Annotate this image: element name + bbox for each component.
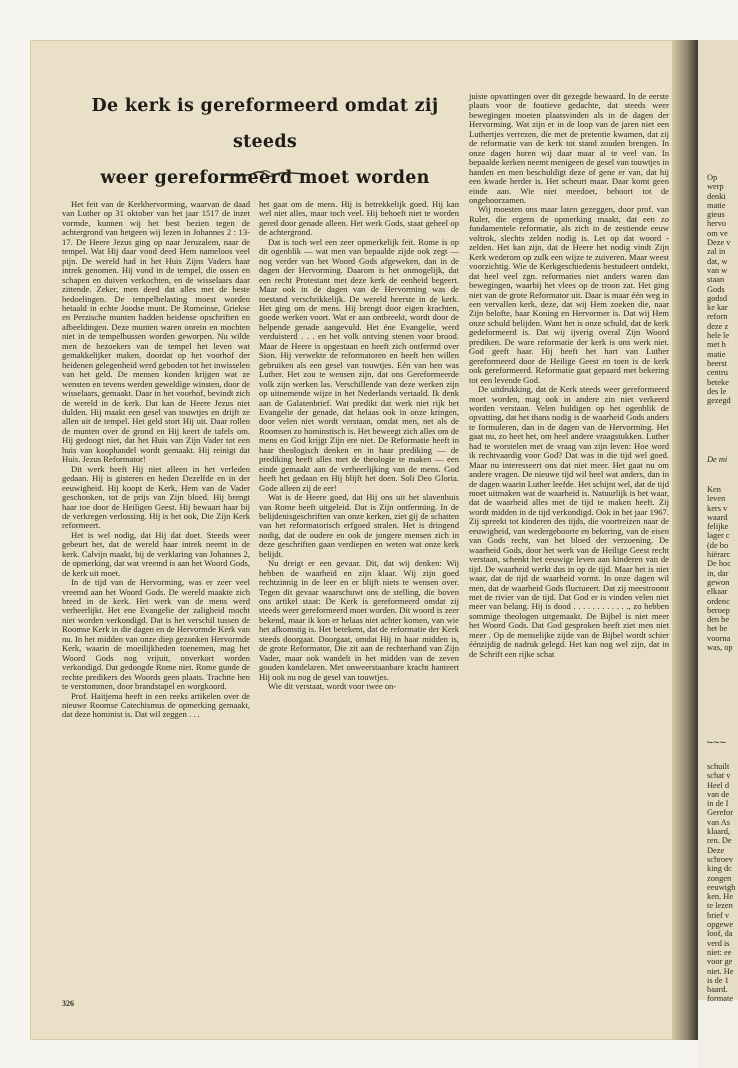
paragraph: Wij moesten ons maar laten gezeggen, door prof. van Ruler, die ergens de opmerking maakt, dat een zo fundamentele reformatie, als zich in de zestiende eeuw voltrok, slechts zelden nodig is. Let op dat woord - zelden. Het kan zijn, dat de Heere het nodig vindt Zijn Kerk wederom op zulk een wijze te zuiveren. Maar weest voorzichtig. Wie de Kerkgeschiedenis bestudeert ontdekt, dat heel veel zgn. reformaties niet anders waren dan bewegingen, waarbij het vlees op de troon zat. Het ging niet van de grote Reformator uit. Daar is maar één weg in een vervallen kerk, deze, dat wij Hem zoeken die, naar Zijn belofte, haar Koning en Hervormer is. Dat wij Hem onze schuld belijden. Want het is onze schuld, dat de kerk gedeformeerd is. Dat wij ijverig overal Zijn Woord prediken. De ware reformatie der kerk is ons werk niet. God geeft haar. Hij heeft het hart van Luther gereformeerd door de Heilige Geest en toen is de kerk ook gereformeerd. Reformatie gaat gepaard met bekering tot een levende God. — [469, 204, 669, 385]
text-column-1 — [62, 200, 250, 720]
paragraph: In de tijd van de Hervorming, was er zeer veel vreemd aan het Woord Gods. De wereld maakte zich breed in de kerk. Het werk van de mens werd verheerlijkt. Het ene Evangelie der zaligheid mocht niet worden verkondigd. Dat is het verschil tussen de Roomse Kerk in die dagen en de Hervormde Kerk van nu. In het midden van onze diep gezonken Hervormde Kerk, waarin de moeilijkheden toenemen, mag het Woord Gods nog vrijuit, onverkort worden verkondigd. Dat gedoogde Rome niet. Rome gunde de rechte predikers des Woords geen plaats. Trachtte hen te verstommen, door brandstapel en worgkoord. — [62, 577, 250, 692]
paragraph: Dat is toch wel een zeer opmerkelijk feit. Rome is op dit ogenblik — wat men van bepaalde zijde ook zegt — nog verder van het Woord Gods afgeweken, dan in de dagen der Hervorming. Daarom is het onmogelijk, dat een recht Protestant met deze kerk de eenheid begeert. Maar ook in de dagen van de Hervorming was de toestand verschrikkelijk. De wereld heerste in de kerk. Het ging om de mens. Hij brengt door eigen krachten, goede werken voort. Wat er aan ontbreekt, wordt door de helpende genade aangevuld. Het éne Evangelie, werd verduisterd . . . en het volk ontving stenen voor brood. Maar de Heere is opgestaan en heeft zich ontfermd over Sion. Hij verwekte de reformatoren en heeft hen willen gebruiken als een gesel van touwtjes. Eén van hen was Luther. Het zou te wensen zijn, dat ons Gereformeerde volk zijn werken las. Verschillende van deze werken zijn op uitnemende wijze in het Nederlands vertaald. Ik denk aan de Galatenbrief. Wat predikt dat werk niet rijk het Evangelie der genade, dat helaas ook in onze kringen, door velen niet wordt verstaan, omdat men, net als de Roomsen zo hominstisch is. Het beweegt zich alles om de mens en God krijgt Zijn ere niet. De Reformatie heeft in haar theologisch denken en in haar prediking — de prediking heeft alles met de theologie te maken — een einde gemaakt aan de verheerlijking van de mens. God heeft het gedaan en Hij blijft het doen. Soli Deo Gloria. Gode alleen zij de eer! — [259, 236, 459, 493]
page-gutter — [672, 40, 698, 1040]
paragraph: juiste opvattingen over dit gezegde bewaard. In de eerste plaats voor de foutieve gedachte, dat steeds weer bewegingen moeten plaatsvinden als in de dagen der Hervorming. Wat zijn er in de loop van de jaren niet een Luthertjes verrezen, die met de pretentie kwamen, dat zij de reformatie van de kerk tot stand zouden brengen. In onze dagen horen wij daar maar al te veel van. In bepaalde kerken neemt menigeen de gesel van touwtjes in handen en men beschuldigt deze of gene er van, dat hij een kwade herder is. Het scheurt maar. Daar komt geen einde aan. Wie niet meedoet, behoort tot de ongehoorzamen. — [469, 91, 669, 205]
paragraph: Het feit van de Kerkhervorming, waarvan de daad van Luther op 31 oktober van het jaar 1517 de inzet vormde, kunnen wij het best bezien tegen de achtergrond van hetgeen wij lezen in Johannes 2 : 13-17. De Heere Jezus ging op naar Jeruzalem, naar de tempel. Wat Hij daar vond deed Hem nameloos veel pijn. De wereld had in het Huis Zijns Vaders haar intrek genomen. Hij vond in de tempel, die ossen en schapen en duiven verkochten, en de wisselaars daar zittende. Zeker, men deed dat alles met de beste bedoelingen. De tempelbelasting moest worden betaald in echte Joodse munt. De Romeinse, Griekse en Perzische munten hadden heidense opschriften en afbeeldingen. Deze munten waren onrein en mochten niet in de tempelbussen worden geworpen. Nu wilde men de bezoekers van de tempel het leven wat gemakkelijker maken, doordat op het voorhof der heidenen gelegenheid werd geboden tot het inwisselen van het geld. De mensen konden krijgen wat ze wensten en tevens werden geweldige winsten, door de wisselaars, gemaakt. Daar in het voorhof, bevindt zich de wereld in de kerk. Dat kan de Heere Jezus niet dulden. Hij maakt een gesel van touwtjes en drijft ze allen uit de tempel. Het geld stort Hij uit. Daar rollen de munten over de grond en Hij keert de tafels om. Hij gedoogt niet, dat het Huis van Zijn Vader tot een huis van koophandel wordt gemaakt. Hij reinigt dat Huis. Jezus Reformator! — [62, 199, 250, 465]
paragraph: het gaat om de mens. Hij is betrekkelijk goed. Hij kan wel niet alles, maar toch veel. Hij behoeft niet te worden gered door genade alleen. Het werk Gods, staat geheel op de achtergrond. — [259, 199, 459, 238]
text-column-2 — [259, 200, 459, 692]
page-number: 326 — [62, 999, 74, 1008]
next-page-text-fragment: Ken leven kers v waard felijke lager c (de bo hiërarc De hoc in, dar gewon elkaar ordenc beroep den be het be voorna was, op — [707, 485, 733, 653]
paragraph: Prof. Haitjema heeft in een reeks artikelen over de nieuwe Roomse Catechismus de opmerking gemaakt, dat deze hominist is. Dat wil zeggen . . . — [62, 690, 250, 720]
scan-background — [698, 1000, 738, 1068]
paragraph: Nu dreigt er een gevaar. Dit, dat wij denken: Wij hebben de waarheid en zijn klaar. Wij zijn goed rechtzinnig in de leer en er blijft niets te wensen over. Tegen dit gevaar waarschuwt ons de stelling, die boven ons artikel staat: De Kerk is gereformeerd omdat zij steeds weer gereformeerd moet worden. Dit woord is zeer bekend, maar ik kon er helaas niet achter komen, van wie het afkomstig is. Het betekent, dat de reformatie der Kerk steeds doorgaat. Doorgaat, omdat Hij in haar midden is, de grote Reformator, Die zit aan de rechterhand van Zijn Vader, maar ook wandelt in het midden van de zeven gouden kandelaren. Met onweerstaanbare kracht hanteert Hij ook nu nog de gesel van touwtjes. — [259, 558, 459, 682]
paragraph: De uitdrukking, dat de Kerk steeds weer gereformeerd moet worden, mag ook in andere zin niet verkeerd worden verstaan. Velen huldigen op het ogenblik de opvatting, dat het thans nodig is de waarheid Gods anders te formuleren, dan in de dagen van de Hervorming. Het gaat nu, zo heet het, om heel andere vraagstukken. Luther had te worstelen met de vraag van zijn leven: Hoe word ik rechtvaardig voor God? Dat was in die tijd wel goed. Maar nu interesseert ons dat niet meer. Het gaat nu om andere vragen. De nieuwe tijd wil heel wat anders, dan in de dagen waarin Luther leefde. Het schijnt wel, dat de tijd moet uitmaken wat de waarheid is. Natuurlijk is het waar, dat de waarheid alles met de tijd te maken heeft. Zij wordt midden in de tijd verkondigd. Ook in het jaar 1967. Zij spreekt tot kinderen des tijds, die voortreizen naar de eeuwigheid, van wedergeboorte en bekering, van de eisen van Gods recht, van het bloed der verzoening. De waarheid Gods, door het werk van de Heilige Geest recht verstaan, schenkt het eeuwige leven aan kinderen van de tijd. De waarheid werkt dus in op de tijd. Maar het is niet waar, dat de tijd de waarheid vormt. In onze dagen wil men, dat de waarheid Gods fluctueert. Dat zij meestroomt met de rivier van de tijd. Dat God er is vinden velen niet meer van belang. Hij is dood . . . . . . . . . . . ., zo hebben sommige theologen uitgemaakt. De Bijbel is niet meer het Woord Gods. Dat God gesproken heeft ziet men niet meer . Op de menselijke zijde van de Bijbel wordt schier éénzijdig de nadruk gelegd. Het kan nog wel zijn, dat in de Schrift een rijke schat — [469, 384, 669, 659]
next-page-ornament: ~~~ — [706, 738, 726, 748]
paragraph: Wie dit verstaat, wordt voor twee on- — [268, 681, 397, 692]
next-page-subheading-fragment: De mi — [707, 455, 728, 464]
text-column-3 — [469, 92, 669, 659]
title-line-1: De kerk is gereformeerd omdat zij steeds — [91, 96, 439, 152]
ornament-divider-icon — [220, 168, 310, 180]
next-page-text-fragment: Op werp denki matie gieus hervo om ve Deze v zal in dat, w van w staan Gods godsd ke kar reforn deze z hele le met h matie heerst centru beteke des le gezegd — [707, 173, 731, 406]
next-page-text-fragment: schuilt schat v Heel d van de in de I Gerefor van As klaard, ren. De Deze schroev king dc zongen eeuwigh ken. He te lezen brief v opgewe loof, da verd is niet: ee voor ge niet. He is de 1 baard. formate — [707, 762, 736, 1004]
title-line-2: weer gereformeerd moet worden — [100, 168, 430, 188]
paragraph: Dit werk heeft Hij niet alleen in het verleden gedaan. Hij is gisteren en heden Dezelfde en in der eeuwigheid. Hij koopt de Kerk, Hem van de Vader geschonken, tot de prijs van Zijn bloed. Hij brengt haar toe door de Heiligen Geest. Hij bewaart haar bij de verkregen verlossing. Hij is het ook, Die Zijn Kerk reformeert. — [62, 463, 250, 531]
paragraph: Wat is de Heere goed, dat Hij ons uit het slavenhuis van Rome heeft uitgeleid. Dat is Zijn ontferming. In de belijdenisgeschriften van onze kerken, ziet gij de schatten van het reformatorisch erfgoed stralen. Het is dringend nodig, dat de oudere en ook de jongere mensen zich in deze geschriften gaan verdiepen en weten wat onze kerk belijdt. — [259, 492, 459, 559]
paragraph: Het is wel nodig, dat Hij dat doet. Steeds weer gebeurt het, dat de wereld haar intrek neemt in de kerk. Calvijn maakt, bij de verklaring van Johannes 2, de opmerking, dat wat vreemd is aan het Woord Gods, de kerk uit moet. — [62, 529, 250, 578]
